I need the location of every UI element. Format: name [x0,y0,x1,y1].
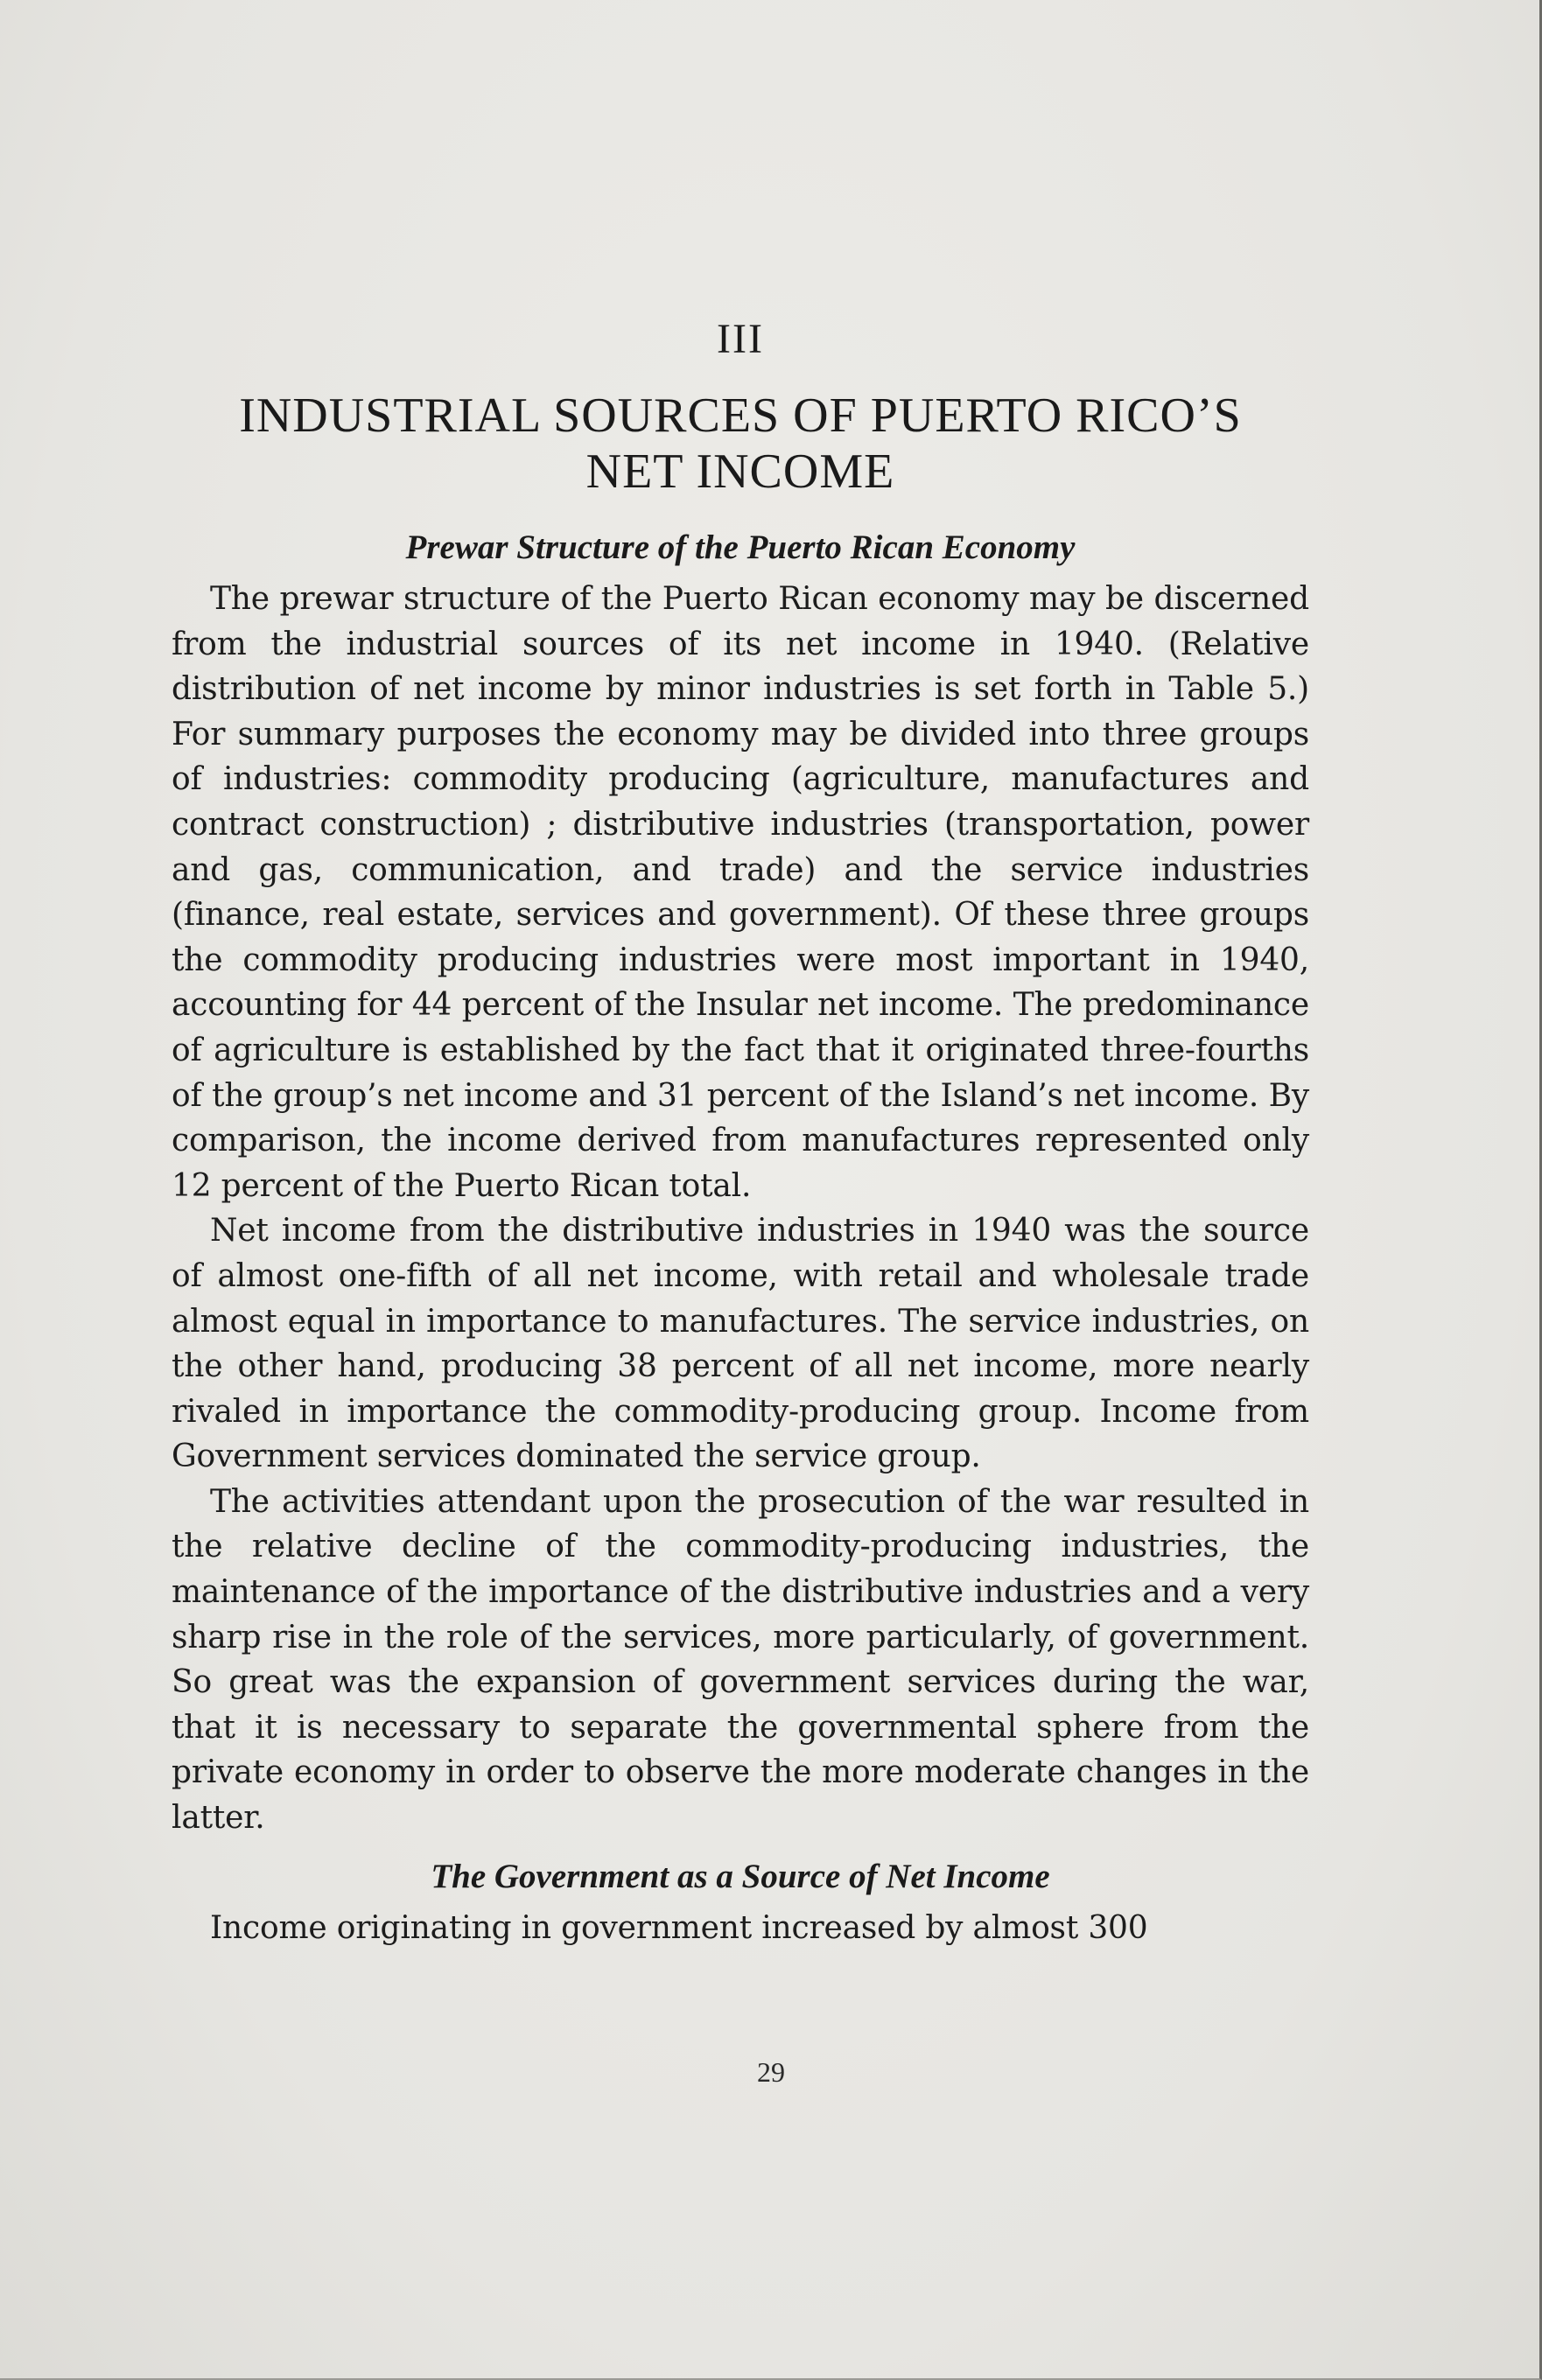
text-block [172,315,1309,1950]
paragraph: The prewar structure of the Puerto Rican economy may be discerned from the industrial sources of its net income in 1940. (Relative distribution of net income by minor industries is set forth in Table 5.) For summary purposes the economy may be divided into three groups of industries: commodity producing (agriculture, manufactures and contract construction) ; distributive industries (transportation, power and gas, communication, and trade) and the service industries (finance, real estate, services and government). Of these three groups the commodity producing industries were most important in 1940, accounting for 44 percent of the Insular net income. The predominance of agriculture is established by the fact that it originated three-fourths of the group’s net income and 31 percent of the Island’s net income. By comparison, the income derived from manufactures represented only 12 percent of the Puerto Rican total. [172,581,1309,1204]
section-heading-prewar-structure: Prewar Structure of the Puerto Rican Economy [405,528,1076,566]
paragraph: Net income from the distributive industries in 1940 was the source of almost one-fifth of all net income, with retail and wholesale trade almost equal in importance to manufactures. The service industries, on the other hand, producing 38 percent of all net income, more nearly rivaled in importance the commodity-producing group. Income from Government services dominated the service group. [172,1213,1309,1475]
paragraph: The activities attendant upon the prosecution of the war resulted in the relative decline of the commodity-producing industries, the maintenance of the importance of the distributive industries and a very sharp rise in the role of the services, more particularly, of government. So great was the expansion of government services during the war, that it is necessary to separate the governmental sphere from the private economy in order to observe the more moderate changes in the latter. [172,1483,1309,1837]
chapter-title-line-2: NET INCOME [585,444,895,499]
page-number: 29 [757,2056,785,2088]
section-heading-government-source: The Government as a Source of Net Income [431,1857,1050,1895]
chapter-number: III [717,316,764,362]
chapter-title-line-1: INDUSTRIAL SOURCES OF PUERTO RICO’S [239,388,1242,443]
paragraph: Income originating in government increased by almost 300 [210,1909,1148,1946]
chapter-title [172,388,1309,500]
